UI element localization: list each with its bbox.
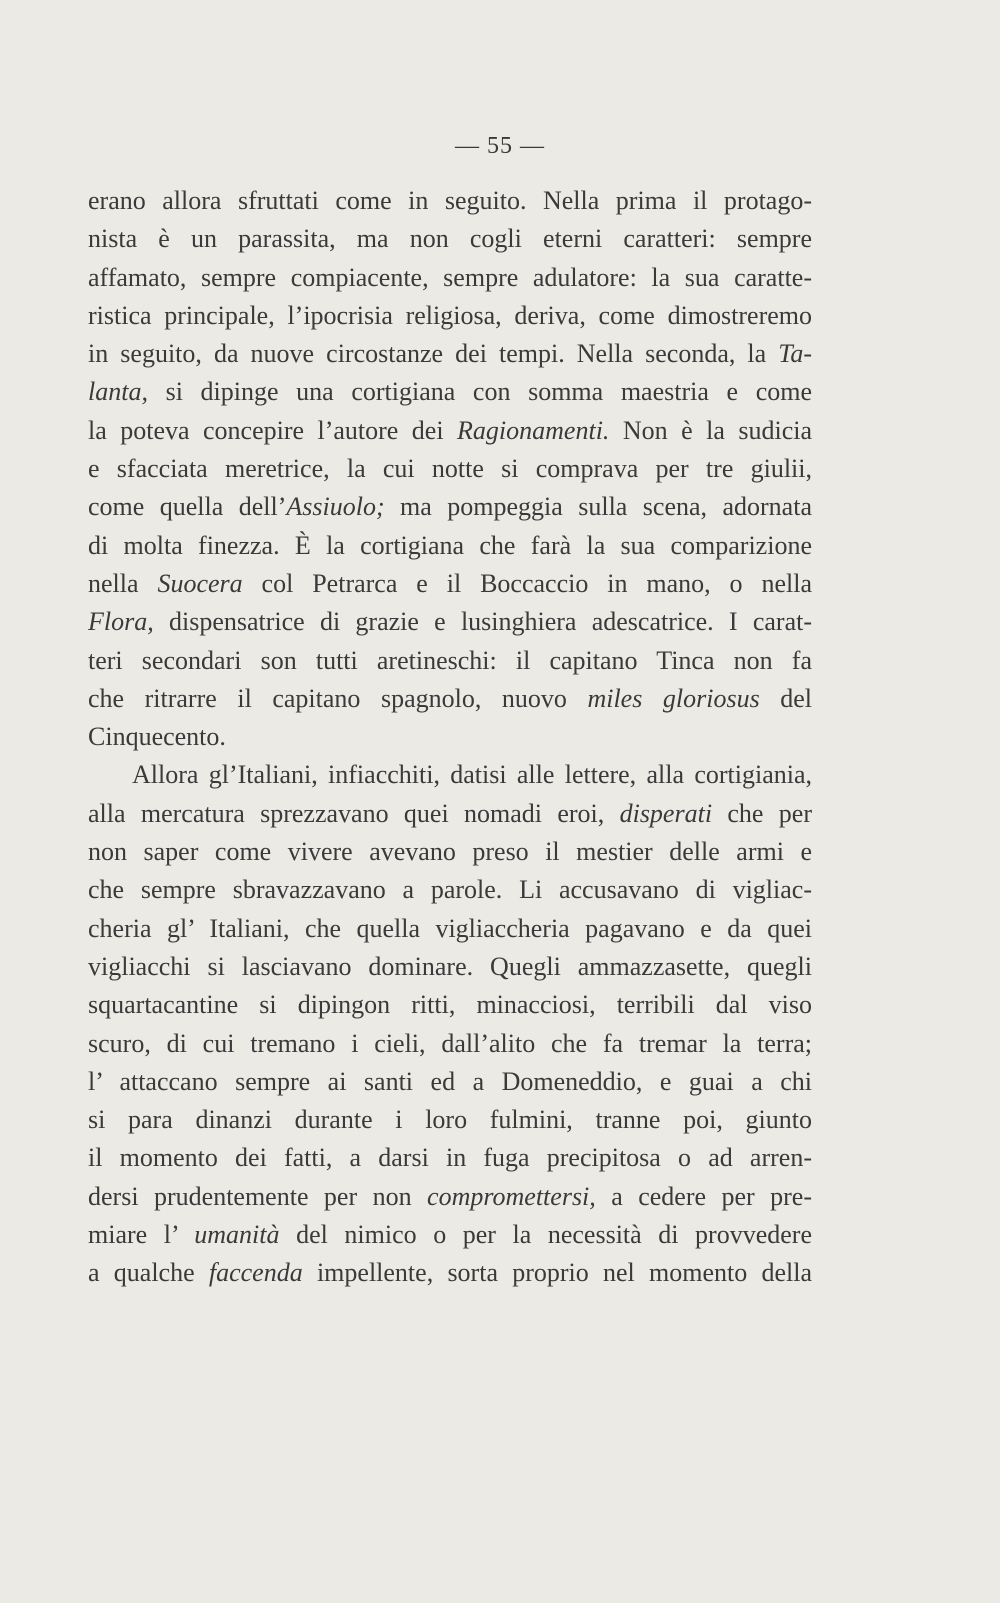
italic-span: umanità [194,1220,280,1250]
text-line [88,1063,812,1101]
italic-span: lanta, [88,377,148,407]
text-span: teri secondari son tutti aretineschi: il capitano Tinca non fa [88,645,812,675]
text-span: di molta finezza. È la cortigiana che farà la sua comparizione [88,530,812,560]
text-span: alla mercatura sprezzavano quei nomadi eroi, [88,798,620,828]
text-span: il momento dei fatti, a darsi in fuga precipitosa o ad arren- [88,1143,812,1173]
text-line [88,986,812,1024]
text-span: in seguito, da nuove circostanze dei tempi. Nella seconda, la [88,339,779,369]
text-span: e sfacciata meretrice, la cui notte si comprava per tre giulii, [88,454,812,484]
text-span: erano allora sfruttati come in seguito. Nella prima il protago- [88,186,812,215]
italic-span: Ragionamenti. [457,415,610,445]
text-line [88,756,812,794]
text-line [88,1101,812,1139]
text-line [88,1025,812,1063]
italic-span: faccenda [208,1258,303,1288]
paragraph [88,756,812,1292]
text-span: del nimico o per la necessità di provvedere [279,1220,812,1250]
text-span: affamato, sempre compiacente, sempre adulatore: la sua caratte- [88,262,812,292]
text-span: miare l’ [88,1220,195,1250]
text-line [88,373,812,411]
text-span: cheria gl’ Italiani, che quella vigliaccheria pagavano e da quei [88,913,812,943]
italic-span: Assiuolo; [286,492,385,522]
italic-span: Ta- [778,339,812,369]
text-span: che ritrarre il capitano spagnolo, nuovo [88,683,588,713]
italic-span: compromettersi, [427,1181,596,1211]
text-line [88,1216,812,1254]
text-span: impellente, sorta proprio nel momento della [302,1258,812,1288]
text-line [88,527,812,565]
text-line [88,335,812,373]
text-span: Allora gl’Italiani, infiacchiti, datisi alle lettere, alla cortigiania, [132,760,812,790]
text-line [88,412,812,450]
text-span: che per [712,798,812,828]
text-line [88,1254,812,1292]
text-span: scuro, di cui tremano i cieli, dall’alito che fa tremar la terra; [88,1028,812,1058]
text-line [88,297,812,335]
text-span: ristica principale, l’ipocrisia religiosa, deriva, come dimostreremo [88,300,812,330]
text-span: si dipinge una cortigiana con somma maestria e come [147,377,812,407]
text-span: non saper come vivere avevano preso il mestier delle armi e [88,837,812,867]
text-line [88,795,812,833]
text-line [88,259,812,297]
text-span: come quella dell’ [88,492,287,522]
italic-span: Flora, [88,607,154,637]
body-text [88,182,812,1293]
text-span: Cinquecento. [88,722,226,752]
text-span: a qualche [88,1258,209,1288]
text-line [88,603,812,641]
text-line [88,220,812,258]
text-line [88,948,812,986]
text-line [88,488,812,526]
text-line [88,1139,812,1177]
text-line [88,182,812,220]
text-span: ma pompeggia sulla scena, adornata [384,492,812,522]
text-line [88,718,812,756]
text-span: col Petrarca e il Boccaccio in mano, o nella [242,568,812,598]
text-span: si para dinanzi durante i loro fulmini, tranne poi, giunto [88,1105,812,1135]
text-line [88,565,812,603]
text-span: l’ attaccano sempre ai santi ed a Domeneddio, e guai a chi [88,1066,812,1096]
text-line [88,1178,812,1216]
text-line [88,871,812,909]
text-line [88,680,812,718]
text-span: del [759,683,813,713]
text-line [88,833,812,871]
text-span: che sempre sbravazzavano a parole. Li accusavano di vigliac- [88,875,812,905]
text-line [88,910,812,948]
paragraph [88,182,812,756]
text-line [88,642,812,680]
text-span: la poteva concepire l’autore dei [88,415,458,445]
text-span: dersi prudentemente per non [88,1181,428,1211]
italic-span: miles gloriosus [587,683,760,713]
text-span: nista è un parassita, ma non cogli eterni caratteri: sempre [88,224,812,254]
page-number: — 55 — [455,133,545,159]
text-span: dispensatrice di grazie e lusinghiera adescatrice. I carat- [153,607,812,637]
text-line [88,450,812,488]
italic-span: Suocera [157,568,243,598]
text-span: nella [88,568,158,598]
text-span: vigliacchi si lasciavano dominare. Quegli ammazzasette, quegli [88,951,812,981]
text-span: Non è la sudicia [609,415,813,445]
italic-span: disperati [619,798,713,828]
text-span: a cedere per pre- [595,1181,812,1211]
text-span: squartacantine si dipingon ritti, minacciosi, terribili dal viso [88,990,812,1020]
